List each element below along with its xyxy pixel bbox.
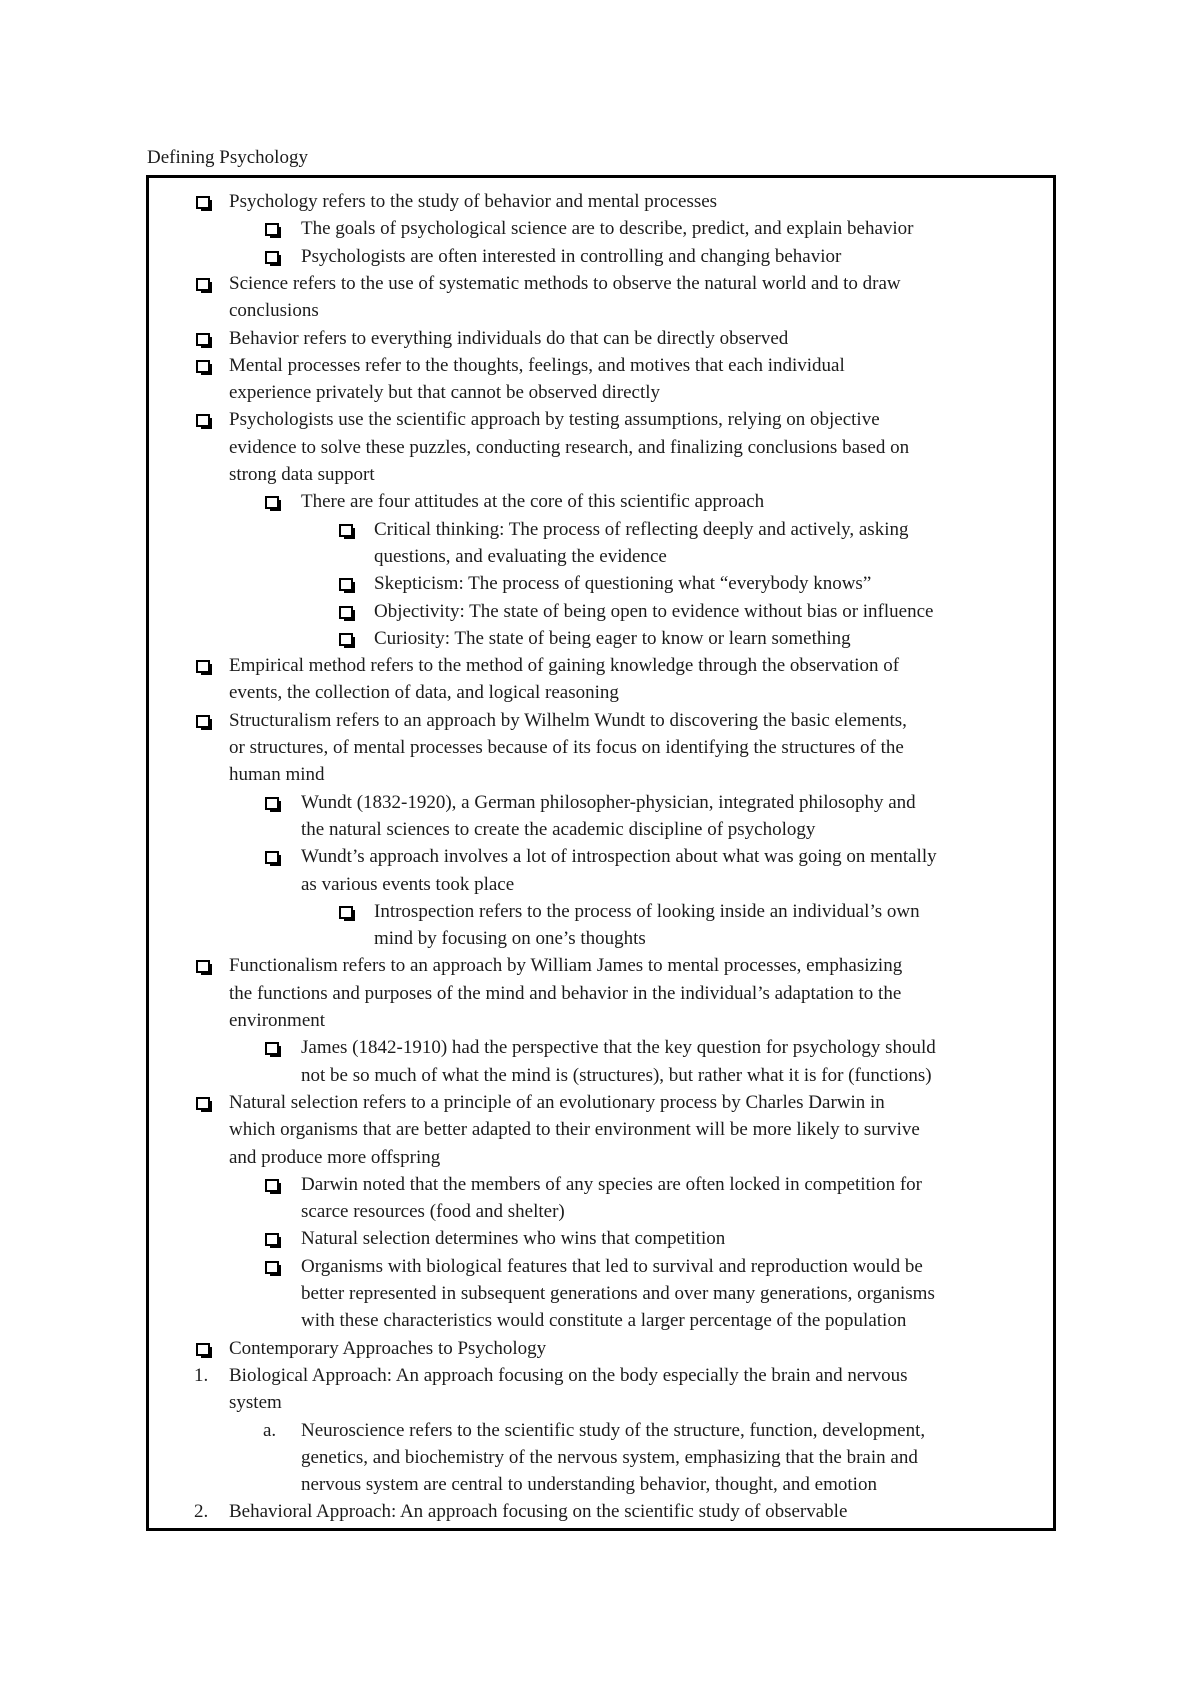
note-line: genetics, and biochemistry of the nervous system, emphasizing that the brain and [301,1446,918,1468]
note-line: Behavioral Approach: An approach focusing on the scientific study of observable [229,1501,848,1523]
checkbox-bullet-icon [265,1225,282,1252]
note-line: Biological Approach: An approach focusing on the body especially the brain and nervous [229,1364,908,1386]
note-line: Psychologists use the scientific approach by testing assumptions, relying on objective [229,409,880,431]
note-line: questions, and evaluating the evidence [374,545,667,567]
note-line: Skepticism: The process of questioning what “everybody knows” [374,573,872,595]
note-line: human mind [229,764,325,786]
checkbox-bullet-icon [196,406,213,433]
note-line: not be so much of what the mind is (structures), but rather what it is for (functions) [301,1064,932,1086]
note-line: There are four attitudes at the core of this scientific approach [301,491,765,513]
note-line: Curiosity: The state of being eager to know or learn something [374,627,851,649]
checkbox-bullet-icon [265,1034,282,1061]
note-line: which organisms that are better adapted to their environment will be more likely to survive [229,1119,920,1141]
note-line: events, the collection of data, and logical reasoning [229,682,619,704]
note-line: Psychologists are often interested in controlling and changing behavior [301,245,842,267]
checkbox-bullet-icon [339,625,356,652]
checkbox-bullet-icon [196,352,213,379]
list-number: 2. [194,1501,209,1523]
note-line: Mental processes refer to the thoughts, feelings, and motives that each individual [229,354,845,376]
document-title: Defining Psychology [147,147,308,168]
note-line: Objectivity: The state of being open to evidence without bias or influence [374,600,934,622]
note-line: mind by focusing on one’s thoughts [374,928,646,950]
note-line: with these characteristics would constitute a larger percentage of the population [301,1310,907,1332]
checkbox-bullet-icon [196,188,213,215]
note-line: Darwin noted that the members of any species are often locked in competition for [301,1173,922,1195]
note-line: the natural sciences to create the academic discipline of psychology [301,818,816,840]
note-line: strong data support [229,464,375,485]
checkbox-bullet-icon [196,652,213,679]
note-line: Functionalism refers to an approach by William James to mental processes, emphasizing [229,955,903,977]
note-line: Organisms with biological features that led to survival and reproduction would be [301,1255,923,1277]
note-line: Wundt (1832-1920), a German philosopher-physician, integrated philosophy and [301,791,916,813]
checkbox-bullet-icon [265,1171,282,1198]
note-line: Natural selection refers to a principle of an evolutionary process by Charles Darwin in [229,1091,885,1113]
note-line: better represented in subsequent generations and over many generations, organisms [301,1283,935,1304]
note-line: Structuralism refers to an approach by Wilhelm Wundt to discovering the basic elements, [229,709,907,731]
checkbox-bullet-icon [196,707,213,734]
checkbox-bullet-icon [196,1335,213,1362]
note-line: and produce more offspring [229,1146,441,1168]
note-line: The goals of psychological science are to describe, predict, and explain behavior [301,218,914,240]
checkbox-bullet-icon [196,325,213,352]
note-line: Natural selection determines who wins that competition [301,1228,726,1250]
checkbox-bullet-icon [265,843,282,870]
note-line: the functions and purposes of the mind and behavior in the individual’s adaptation to the [229,982,902,1004]
note-line: Neuroscience refers to the scientific study of the structure, function, development, [301,1419,926,1441]
note-line: Empirical method refers to the method of gaining knowledge through the observation of [229,655,900,677]
checkbox-bullet-icon [339,598,356,625]
note-line: scarce resources (food and shelter) [301,1201,565,1223]
note-line: Psychology refers to the study of behavior and mental processes [229,191,718,212]
checkbox-bullet-icon [265,243,282,270]
note-line: or structures, of mental processes because of its focus on identifying the structures of the [229,737,904,758]
note-line: nervous system are central to understanding behavior, thought, and emotion [301,1474,877,1496]
note-line: Critical thinking: The process of reflecting deeply and actively, asking [374,518,909,540]
note-line: experience privately but that cannot be observed directly [229,382,661,404]
list-number: 1. [194,1364,209,1386]
checkbox-bullet-icon [265,215,282,242]
checkbox-bullet-icon [265,789,282,816]
checkbox-bullet-icon [339,898,356,925]
checkbox-bullet-icon [265,488,282,515]
note-line: Introspection refers to the process of looking inside an individual’s own [374,900,920,922]
note-line: conclusions [229,300,319,322]
checkbox-bullet-icon [196,1089,213,1116]
note-line: Contemporary Approaches to Psychology [229,1337,547,1359]
note-line: evidence to solve these puzzles, conducting research, and finalizing conclusions based on [229,436,910,458]
note-line: Behavior refers to everything individuals do that can be directly observed [229,327,789,349]
checkbox-bullet-icon [339,570,356,597]
checkbox-bullet-icon [196,270,213,297]
checkbox-bullet-icon [339,516,356,543]
list-number: a. [263,1419,277,1441]
checkbox-bullet-icon [196,952,213,979]
checkbox-bullet-icon [265,1253,282,1280]
note-line: as various events took place [301,873,515,895]
note-line: Wundt’s approach involves a lot of introspection about what was going on mentally [301,846,937,868]
note-line: environment [229,1010,326,1031]
note-line: Science refers to the use of systematic methods to observe the natural world and to draw [229,272,901,294]
note-line: system [229,1392,282,1414]
note-line: James (1842-1910) had the perspective that the key question for psychology should [301,1037,936,1059]
